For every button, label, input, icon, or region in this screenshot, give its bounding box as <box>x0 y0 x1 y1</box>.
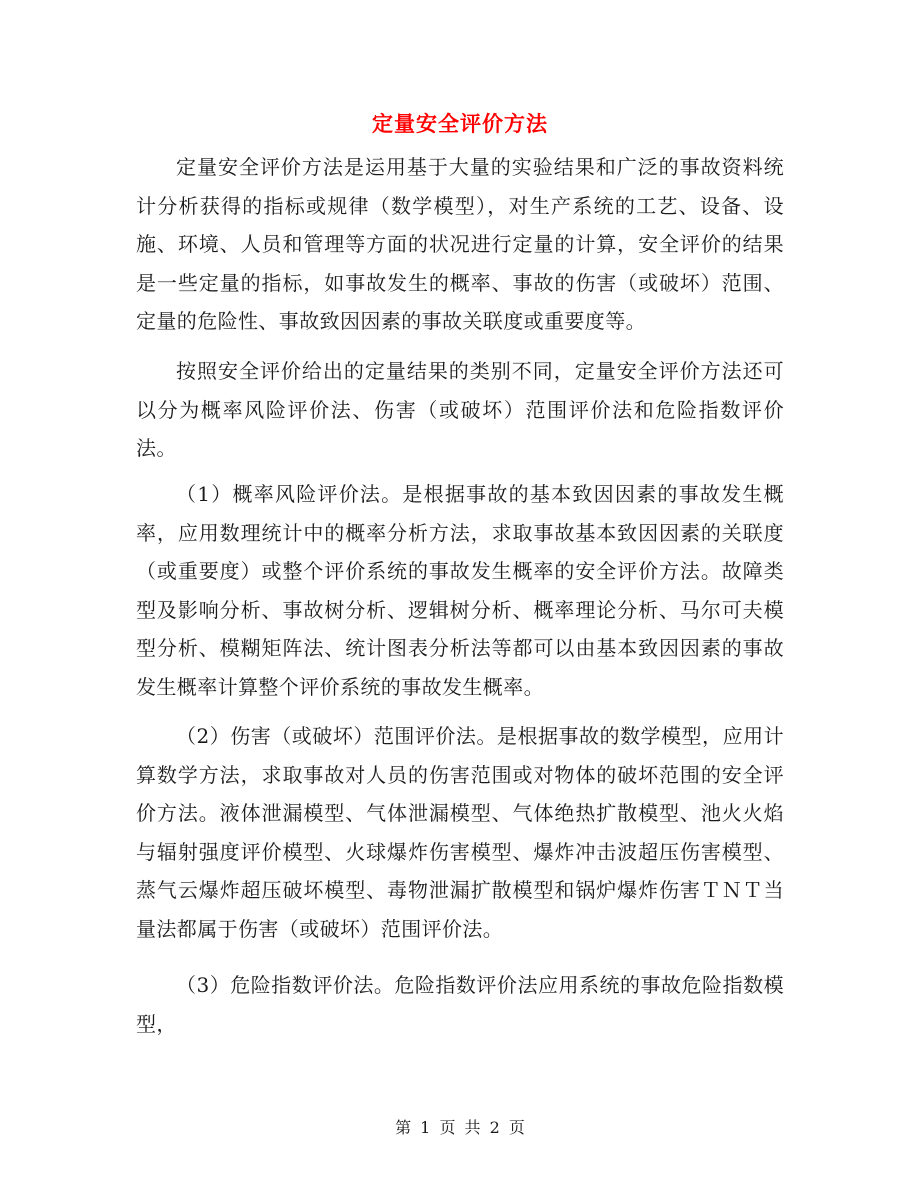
paragraph-classification: 按照安全评价给出的定量结果的类别不同，定量安全评价方法还可以分为概率风险评价法、伤害（或破坏）范围评价法和危险指数评价法。 <box>136 359 784 460</box>
document-title: 定量安全评价方法 <box>372 111 548 136</box>
paragraph-intro: 定量安全评价方法是运用基于大量的实验结果和广泛的事故资料统计分析获得的指标或规律（数学模型），对生产系统的工艺、设备、设施、环境、人员和管理等方面的状况进行定量的计算，安全评价的结果是一些定量的指标，如事故发生的概率、事故的伤害（或破坏）范围、定量的危险性、事故致因因素的事故关联度或重要度等。 <box>136 155 784 333</box>
paragraph-probability-method: （1）概率风险评价法。是根据事故的基本致因因素的事故发生概率，应用数理统计中的概率分析方法，求取事故基本致因因素的关联度（或重要度）或整个评价系统的事故发生概率的安全评价方法。故障类型及影响分析、事故树分析、逻辑树分析、概率理论分析、马尔可夫模型分析、模糊矩阵法、统计图表分析法等都可以由基本致因因素的事故发生概率计算整个评价系统的事故发生概率。 <box>136 482 784 699</box>
page-number-footer: 第 1 页 共 2 页 <box>395 1118 525 1137</box>
paragraph-damage-range-method: （2）伤害（或破坏）范围评价法。是根据事故的数学模型，应用计算数学方法，求取事故对人员的伤害范围或对物体的破坏范围的安全评价方法。液体泄漏模型、气体泄漏模型、气体绝热扩散模型、池火火焰与辐射强度评价模型、火球爆炸伤害模型、爆炸冲击波超压伤害模型、蒸气云爆炸超压破坏模型、毒物泄漏扩散模型和锅炉爆炸伤害ＴＮＴ当量法都属于伤害（或破坏）范围评价法。 <box>136 724 784 941</box>
paragraph-hazard-index-method: （3）危险指数评价法。危险指数评价法应用系统的事故危险指数模型， <box>136 973 784 1036</box>
